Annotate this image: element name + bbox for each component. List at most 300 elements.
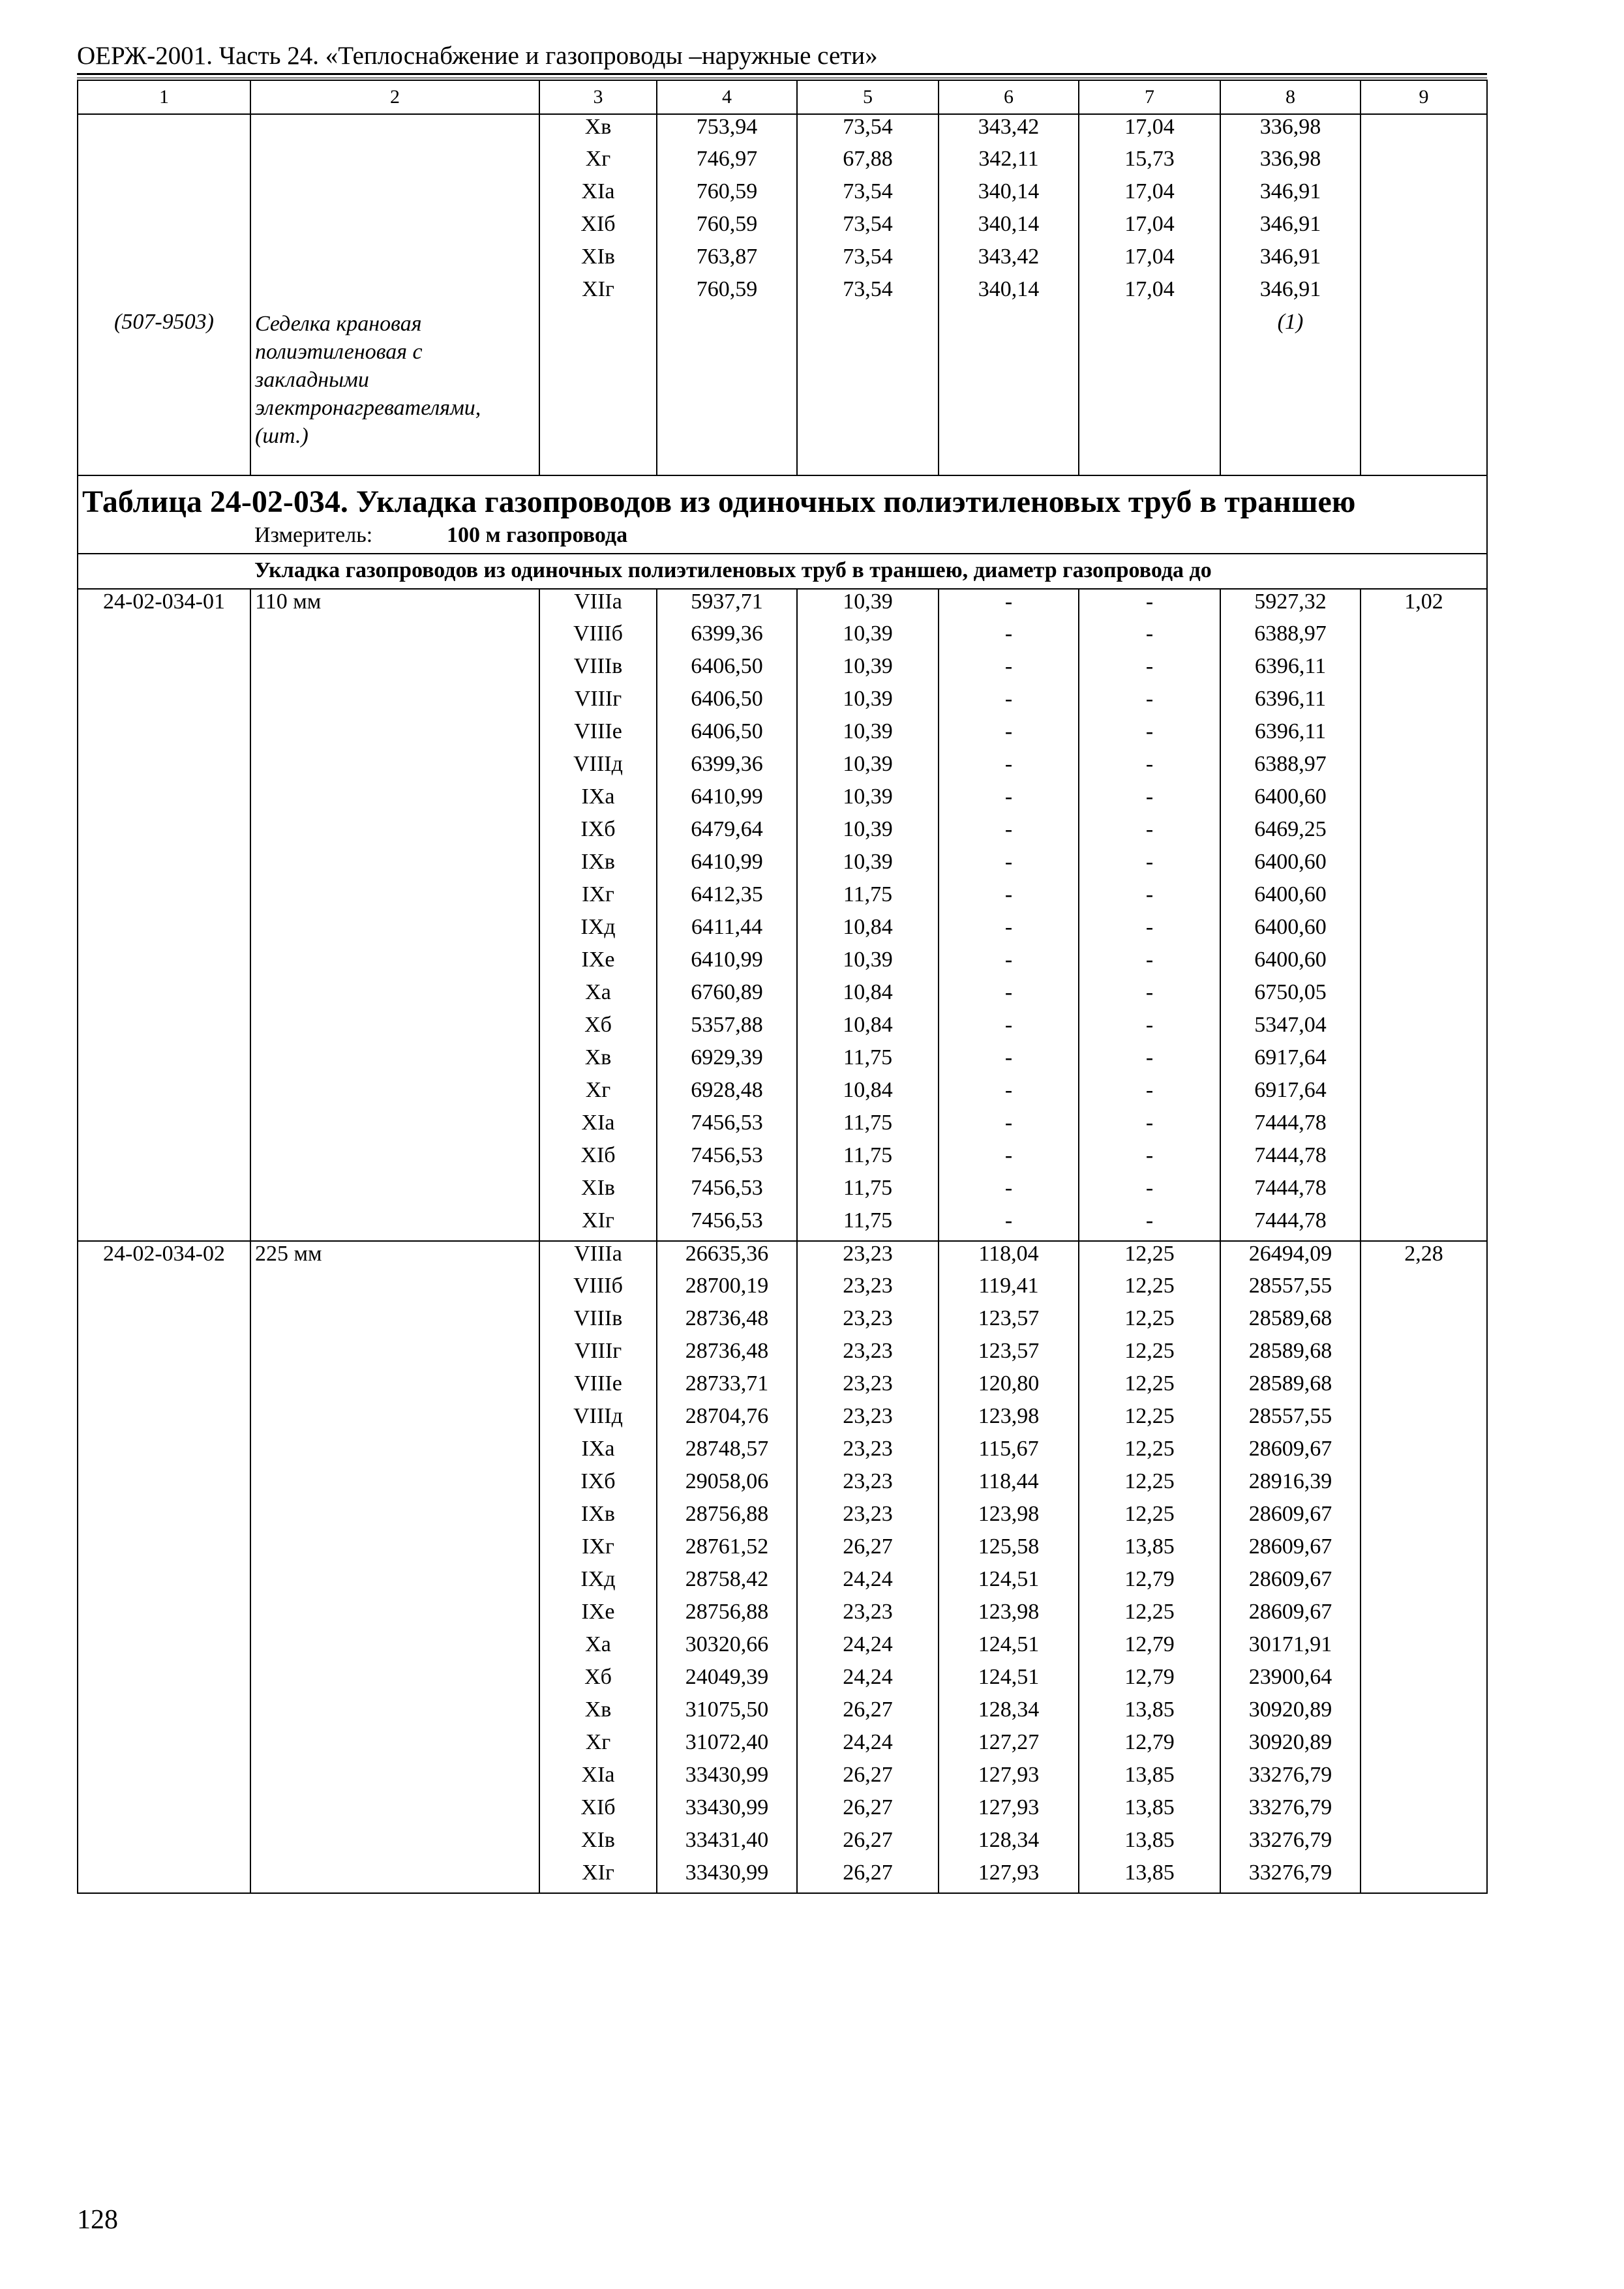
value-cell: 123,57 bbox=[939, 1306, 1079, 1339]
value-cell: 6410,99 bbox=[657, 948, 797, 980]
value-cell: 11,75 bbox=[797, 1143, 939, 1176]
region-cell: XIа bbox=[539, 1111, 657, 1143]
table-row bbox=[78, 1861, 1487, 1893]
coef-cell bbox=[1361, 1469, 1487, 1502]
column-number: 1 bbox=[78, 80, 250, 114]
table-row bbox=[78, 1502, 1487, 1534]
name-cell bbox=[250, 752, 539, 785]
table-row bbox=[78, 179, 1487, 212]
value-cell: 7444,78 bbox=[1220, 1111, 1361, 1143]
code-cell bbox=[78, 1111, 250, 1143]
value-cell: 23,23 bbox=[797, 1371, 939, 1404]
region-cell: VIIIа bbox=[539, 1241, 657, 1274]
value-cell: 6410,99 bbox=[657, 785, 797, 817]
coef-cell bbox=[1361, 1339, 1487, 1371]
value-cell: 5347,04 bbox=[1220, 1013, 1361, 1045]
name-cell bbox=[250, 1828, 539, 1861]
table-row bbox=[78, 980, 1487, 1013]
code-cell bbox=[78, 1861, 250, 1893]
name-cell bbox=[250, 817, 539, 850]
material-code: (507-9503) bbox=[78, 310, 250, 475]
table-row bbox=[78, 1534, 1487, 1567]
table-row bbox=[78, 1339, 1487, 1371]
section-subtitle: Укладка газопроводов из одиночных полиэтиленовых труб в траншею, диаметр газопровода до bbox=[254, 558, 1212, 582]
value-cell: 6399,36 bbox=[657, 752, 797, 785]
measure-value: 100 м газопровода bbox=[447, 523, 628, 547]
table-row bbox=[78, 1111, 1487, 1143]
region-cell: XIб bbox=[539, 1143, 657, 1176]
name-cell bbox=[250, 1176, 539, 1208]
value-cell: 17,04 bbox=[1079, 212, 1220, 245]
value-cell: 123,98 bbox=[939, 1404, 1079, 1437]
coef-cell bbox=[1361, 147, 1487, 179]
value-cell: 343,42 bbox=[939, 114, 1079, 147]
empty-cell bbox=[539, 310, 657, 475]
value-cell: - bbox=[939, 621, 1079, 654]
coef-cell bbox=[1361, 1404, 1487, 1437]
code-cell bbox=[78, 1795, 250, 1828]
region-cell: VIIIа bbox=[539, 589, 657, 621]
coef-cell bbox=[1361, 752, 1487, 785]
value-cell: 23,23 bbox=[797, 1600, 939, 1632]
value-cell: 28761,52 bbox=[657, 1534, 797, 1567]
value-cell: - bbox=[939, 817, 1079, 850]
column-number: 4 bbox=[657, 80, 797, 114]
table-row bbox=[78, 1143, 1487, 1176]
value-cell: 73,54 bbox=[797, 212, 939, 245]
value-cell: 33276,79 bbox=[1220, 1828, 1361, 1861]
code-cell bbox=[78, 114, 250, 147]
value-cell: 17,04 bbox=[1079, 245, 1220, 277]
value-cell: 12,25 bbox=[1079, 1241, 1220, 1274]
name-cell bbox=[250, 1567, 539, 1600]
value-cell: 24,24 bbox=[797, 1665, 939, 1698]
name-cell bbox=[250, 980, 539, 1013]
region-cell: XIб bbox=[539, 1795, 657, 1828]
coef-cell bbox=[1361, 1763, 1487, 1795]
value-cell: 67,88 bbox=[797, 147, 939, 179]
value-cell: - bbox=[1079, 621, 1220, 654]
value-cell: 28609,67 bbox=[1220, 1502, 1361, 1534]
table-row bbox=[78, 1371, 1487, 1404]
name-cell bbox=[250, 1111, 539, 1143]
value-cell: - bbox=[939, 1143, 1079, 1176]
value-cell: 10,39 bbox=[797, 719, 939, 752]
coef-cell bbox=[1361, 1045, 1487, 1078]
code-cell bbox=[78, 1274, 250, 1306]
table-row bbox=[78, 1274, 1487, 1306]
header-rule bbox=[77, 73, 1487, 75]
column-number: 2 bbox=[250, 80, 539, 114]
table-row bbox=[78, 1795, 1487, 1828]
value-cell: 127,93 bbox=[939, 1763, 1079, 1795]
value-cell: 6928,48 bbox=[657, 1078, 797, 1111]
value-cell: 28609,67 bbox=[1220, 1437, 1361, 1469]
name-cell bbox=[250, 1274, 539, 1306]
value-cell: 28704,76 bbox=[657, 1404, 797, 1437]
value-cell: 12,25 bbox=[1079, 1469, 1220, 1502]
code-cell bbox=[78, 948, 250, 980]
code-cell bbox=[78, 785, 250, 817]
value-cell: 123,98 bbox=[939, 1502, 1079, 1534]
value-cell: 760,59 bbox=[657, 212, 797, 245]
value-cell: 124,51 bbox=[939, 1665, 1079, 1698]
coef-cell bbox=[1361, 817, 1487, 850]
code-cell bbox=[78, 687, 250, 719]
value-cell: 115,67 bbox=[939, 1437, 1079, 1469]
code-cell bbox=[78, 1371, 250, 1404]
region-cell: VIIIе bbox=[539, 719, 657, 752]
region-cell: VIIIд bbox=[539, 752, 657, 785]
value-cell: 346,91 bbox=[1220, 212, 1361, 245]
table-row bbox=[78, 1437, 1487, 1469]
measure-row bbox=[82, 520, 1482, 553]
region-cell: Xв bbox=[539, 114, 657, 147]
value-cell: 28758,42 bbox=[657, 1567, 797, 1600]
code-cell bbox=[78, 1828, 250, 1861]
value-cell: 124,51 bbox=[939, 1632, 1079, 1665]
value-cell: 12,25 bbox=[1079, 1437, 1220, 1469]
code-cell: 24-02-034-01 bbox=[78, 589, 250, 621]
coef-cell bbox=[1361, 850, 1487, 882]
value-cell: 5357,88 bbox=[657, 1013, 797, 1045]
value-cell: 12,25 bbox=[1079, 1600, 1220, 1632]
coef-cell bbox=[1361, 1600, 1487, 1632]
name-cell bbox=[250, 1502, 539, 1534]
page-number: 128 bbox=[77, 2205, 118, 2235]
region-cell: IXд bbox=[539, 915, 657, 948]
value-cell: 73,54 bbox=[797, 277, 939, 310]
value-cell: 33430,99 bbox=[657, 1861, 797, 1893]
code-cell bbox=[78, 212, 250, 245]
value-cell: 24049,39 bbox=[657, 1665, 797, 1698]
value-cell: 26,27 bbox=[797, 1534, 939, 1567]
value-cell: 23,23 bbox=[797, 1241, 939, 1274]
value-cell: 10,39 bbox=[797, 752, 939, 785]
coef-cell bbox=[1361, 1730, 1487, 1763]
coef-cell bbox=[1361, 1208, 1487, 1241]
value-cell: 10,39 bbox=[797, 621, 939, 654]
region-cell: IXб bbox=[539, 817, 657, 850]
code-cell bbox=[78, 1600, 250, 1632]
code-cell bbox=[78, 1404, 250, 1437]
value-cell: 12,25 bbox=[1079, 1404, 1220, 1437]
coef-cell bbox=[1361, 1698, 1487, 1730]
name-cell bbox=[250, 1208, 539, 1241]
value-cell: 26,27 bbox=[797, 1698, 939, 1730]
region-cell: VIIIб bbox=[539, 1274, 657, 1306]
code-cell bbox=[78, 980, 250, 1013]
value-cell: 11,75 bbox=[797, 882, 939, 915]
value-cell: 28557,55 bbox=[1220, 1274, 1361, 1306]
value-cell: 12,25 bbox=[1079, 1502, 1220, 1534]
value-cell: 12,25 bbox=[1079, 1274, 1220, 1306]
coef-cell bbox=[1361, 1828, 1487, 1861]
price-table bbox=[77, 80, 1488, 1894]
name-cell bbox=[250, 245, 539, 277]
value-cell: 6750,05 bbox=[1220, 980, 1361, 1013]
table-row bbox=[78, 147, 1487, 179]
name-cell bbox=[250, 948, 539, 980]
region-cell: IXв bbox=[539, 1502, 657, 1534]
region-cell: Xб bbox=[539, 1665, 657, 1698]
value-cell: 33431,40 bbox=[657, 1828, 797, 1861]
value-cell: 6396,11 bbox=[1220, 654, 1361, 687]
value-cell: 28609,67 bbox=[1220, 1567, 1361, 1600]
value-cell: 128,34 bbox=[939, 1828, 1079, 1861]
value-cell: 6388,97 bbox=[1220, 621, 1361, 654]
value-cell: 73,54 bbox=[797, 245, 939, 277]
code-cell bbox=[78, 1730, 250, 1763]
column-number: 9 bbox=[1361, 80, 1487, 114]
value-cell: - bbox=[939, 1045, 1079, 1078]
region-cell: VIIIе bbox=[539, 1371, 657, 1404]
section-subtitle-cell bbox=[78, 554, 1487, 589]
table-row bbox=[78, 654, 1487, 687]
code-cell bbox=[78, 752, 250, 785]
region-cell: IXд bbox=[539, 1567, 657, 1600]
region-cell: Xг bbox=[539, 1730, 657, 1763]
region-cell: Xа bbox=[539, 980, 657, 1013]
region-cell: XIа bbox=[539, 1763, 657, 1795]
code-cell bbox=[78, 1698, 250, 1730]
value-cell: 7456,53 bbox=[657, 1208, 797, 1241]
value-cell: - bbox=[1079, 980, 1220, 1013]
value-cell: 6929,39 bbox=[657, 1045, 797, 1078]
table-row bbox=[78, 1632, 1487, 1665]
value-cell: 120,80 bbox=[939, 1371, 1079, 1404]
value-cell: 10,39 bbox=[797, 850, 939, 882]
name-cell bbox=[250, 277, 539, 310]
value-cell: 6406,50 bbox=[657, 687, 797, 719]
name-cell bbox=[250, 850, 539, 882]
code-cell bbox=[78, 1567, 250, 1600]
table-row bbox=[78, 687, 1487, 719]
table-row bbox=[78, 948, 1487, 980]
value-cell: 30920,89 bbox=[1220, 1730, 1361, 1763]
value-cell: 28748,57 bbox=[657, 1437, 797, 1469]
coef-cell bbox=[1361, 1078, 1487, 1111]
value-cell: 118,04 bbox=[939, 1241, 1079, 1274]
value-cell: 10,84 bbox=[797, 915, 939, 948]
value-cell: 6917,64 bbox=[1220, 1045, 1361, 1078]
value-cell: 28756,88 bbox=[657, 1600, 797, 1632]
value-cell: 28733,71 bbox=[657, 1371, 797, 1404]
table-body bbox=[78, 80, 1487, 1893]
value-cell: 28609,67 bbox=[1220, 1600, 1361, 1632]
measure-label: Измеритель: bbox=[254, 523, 373, 547]
name-cell bbox=[250, 785, 539, 817]
section-title-cell bbox=[78, 475, 1487, 554]
value-cell: 7456,53 bbox=[657, 1176, 797, 1208]
value-cell: 13,85 bbox=[1079, 1534, 1220, 1567]
value-cell: - bbox=[1079, 817, 1220, 850]
value-cell: 7456,53 bbox=[657, 1143, 797, 1176]
coef-cell bbox=[1361, 1143, 1487, 1176]
name-cell bbox=[250, 1339, 539, 1371]
code-cell bbox=[78, 179, 250, 212]
value-cell: 127,93 bbox=[939, 1861, 1079, 1893]
table-row bbox=[78, 589, 1487, 621]
value-cell: 6917,64 bbox=[1220, 1078, 1361, 1111]
region-cell: IXг bbox=[539, 882, 657, 915]
code-cell bbox=[78, 1078, 250, 1111]
value-cell: 127,27 bbox=[939, 1730, 1079, 1763]
coef-cell bbox=[1361, 1306, 1487, 1339]
value-cell: 6400,60 bbox=[1220, 785, 1361, 817]
column-number: 7 bbox=[1079, 80, 1220, 114]
value-cell: - bbox=[1079, 1143, 1220, 1176]
region-cell: IXв bbox=[539, 850, 657, 882]
material-qty: (1) bbox=[1220, 310, 1361, 475]
code-cell bbox=[78, 1665, 250, 1698]
value-cell: 7444,78 bbox=[1220, 1208, 1361, 1241]
value-cell: 23,23 bbox=[797, 1274, 939, 1306]
region-cell: VIIIд bbox=[539, 1404, 657, 1437]
column-number-row bbox=[78, 80, 1487, 114]
name-cell bbox=[250, 1306, 539, 1339]
code-cell bbox=[78, 817, 250, 850]
value-cell: 12,25 bbox=[1079, 1306, 1220, 1339]
coef-cell bbox=[1361, 1437, 1487, 1469]
value-cell: 26494,09 bbox=[1220, 1241, 1361, 1274]
code-cell bbox=[78, 1143, 250, 1176]
value-cell: 346,91 bbox=[1220, 277, 1361, 310]
value-cell: 6760,89 bbox=[657, 980, 797, 1013]
code-cell bbox=[78, 850, 250, 882]
value-cell: 23,23 bbox=[797, 1404, 939, 1437]
name-cell bbox=[250, 179, 539, 212]
region-cell: Xа bbox=[539, 1632, 657, 1665]
value-cell: - bbox=[1079, 948, 1220, 980]
code-cell bbox=[78, 1045, 250, 1078]
value-cell: 11,75 bbox=[797, 1176, 939, 1208]
name-cell bbox=[250, 654, 539, 687]
table-title: Таблица 24-02-034. Укладка газопроводов из одиночных полиэтиленовых труб в траншею bbox=[82, 485, 1356, 519]
coef-cell bbox=[1361, 114, 1487, 147]
value-cell: 17,04 bbox=[1079, 114, 1220, 147]
value-cell: - bbox=[1079, 752, 1220, 785]
section-title-row bbox=[78, 475, 1487, 554]
value-cell: 28609,67 bbox=[1220, 1534, 1361, 1567]
value-cell: 12,79 bbox=[1079, 1730, 1220, 1763]
value-cell: 10,39 bbox=[797, 948, 939, 980]
value-cell: 28557,55 bbox=[1220, 1404, 1361, 1437]
value-cell: 13,85 bbox=[1079, 1861, 1220, 1893]
value-cell: 33276,79 bbox=[1220, 1763, 1361, 1795]
region-cell: XIг bbox=[539, 1861, 657, 1893]
coef-cell bbox=[1361, 245, 1487, 277]
coef-cell bbox=[1361, 179, 1487, 212]
name-cell bbox=[250, 1437, 539, 1469]
value-cell: 10,39 bbox=[797, 687, 939, 719]
value-cell: - bbox=[1079, 1176, 1220, 1208]
code-cell: 24-02-034-02 bbox=[78, 1241, 250, 1274]
code-cell bbox=[78, 1763, 250, 1795]
value-cell: 30320,66 bbox=[657, 1632, 797, 1665]
value-cell: 23,23 bbox=[797, 1339, 939, 1371]
value-cell: 33430,99 bbox=[657, 1763, 797, 1795]
code-cell bbox=[78, 1437, 250, 1469]
value-cell: - bbox=[939, 785, 1079, 817]
value-cell: - bbox=[1079, 785, 1220, 817]
region-cell: XIб bbox=[539, 212, 657, 245]
empty-cell bbox=[1361, 310, 1487, 475]
value-cell: - bbox=[1079, 1208, 1220, 1241]
value-cell: 336,98 bbox=[1220, 114, 1361, 147]
value-cell: 6412,35 bbox=[657, 882, 797, 915]
value-cell: 760,59 bbox=[657, 277, 797, 310]
value-cell: 7444,78 bbox=[1220, 1176, 1361, 1208]
value-cell: 342,11 bbox=[939, 147, 1079, 179]
value-cell: - bbox=[1079, 882, 1220, 915]
value-cell: 336,98 bbox=[1220, 147, 1361, 179]
value-cell: - bbox=[1079, 915, 1220, 948]
table-row bbox=[78, 1208, 1487, 1241]
value-cell: - bbox=[939, 980, 1079, 1013]
value-cell: 10,39 bbox=[797, 589, 939, 621]
region-cell: IXа bbox=[539, 785, 657, 817]
value-cell: 28756,88 bbox=[657, 1502, 797, 1534]
value-cell: 12,79 bbox=[1079, 1632, 1220, 1665]
coef-cell bbox=[1361, 1371, 1487, 1404]
value-cell: 12,79 bbox=[1079, 1567, 1220, 1600]
coef-cell bbox=[1361, 948, 1487, 980]
value-cell: 12,25 bbox=[1079, 1339, 1220, 1371]
value-cell: 6411,44 bbox=[657, 915, 797, 948]
value-cell: 123,98 bbox=[939, 1600, 1079, 1632]
table-row bbox=[78, 212, 1487, 245]
value-cell: - bbox=[939, 654, 1079, 687]
table-row bbox=[78, 1665, 1487, 1698]
region-cell: XIв bbox=[539, 1828, 657, 1861]
region-cell: XIг bbox=[539, 277, 657, 310]
code-cell bbox=[78, 245, 250, 277]
value-cell: 13,85 bbox=[1079, 1795, 1220, 1828]
table-row bbox=[78, 245, 1487, 277]
name-cell bbox=[250, 1665, 539, 1698]
table-row bbox=[78, 1763, 1487, 1795]
value-cell: 26,27 bbox=[797, 1828, 939, 1861]
value-cell: 28736,48 bbox=[657, 1339, 797, 1371]
name-cell bbox=[250, 719, 539, 752]
coef-cell bbox=[1361, 212, 1487, 245]
value-cell: 26,27 bbox=[797, 1763, 939, 1795]
region-cell: IXб bbox=[539, 1469, 657, 1502]
table-row bbox=[78, 1176, 1487, 1208]
code-cell bbox=[78, 621, 250, 654]
name-cell bbox=[250, 882, 539, 915]
value-cell: 26635,36 bbox=[657, 1241, 797, 1274]
name-cell bbox=[250, 1534, 539, 1567]
value-cell: - bbox=[1079, 589, 1220, 621]
name-cell bbox=[250, 1469, 539, 1502]
value-cell: - bbox=[939, 589, 1079, 621]
coef-cell bbox=[1361, 980, 1487, 1013]
name-cell bbox=[250, 147, 539, 179]
value-cell: 119,41 bbox=[939, 1274, 1079, 1306]
value-cell: - bbox=[939, 752, 1079, 785]
value-cell: 746,97 bbox=[657, 147, 797, 179]
name-cell bbox=[250, 1795, 539, 1828]
table-row bbox=[78, 1600, 1487, 1632]
name-cell bbox=[250, 1371, 539, 1404]
value-cell: 30920,89 bbox=[1220, 1698, 1361, 1730]
value-cell: 6396,11 bbox=[1220, 719, 1361, 752]
value-cell: 128,34 bbox=[939, 1698, 1079, 1730]
region-cell: XIв bbox=[539, 1176, 657, 1208]
section-subtitle-row bbox=[78, 554, 1487, 589]
